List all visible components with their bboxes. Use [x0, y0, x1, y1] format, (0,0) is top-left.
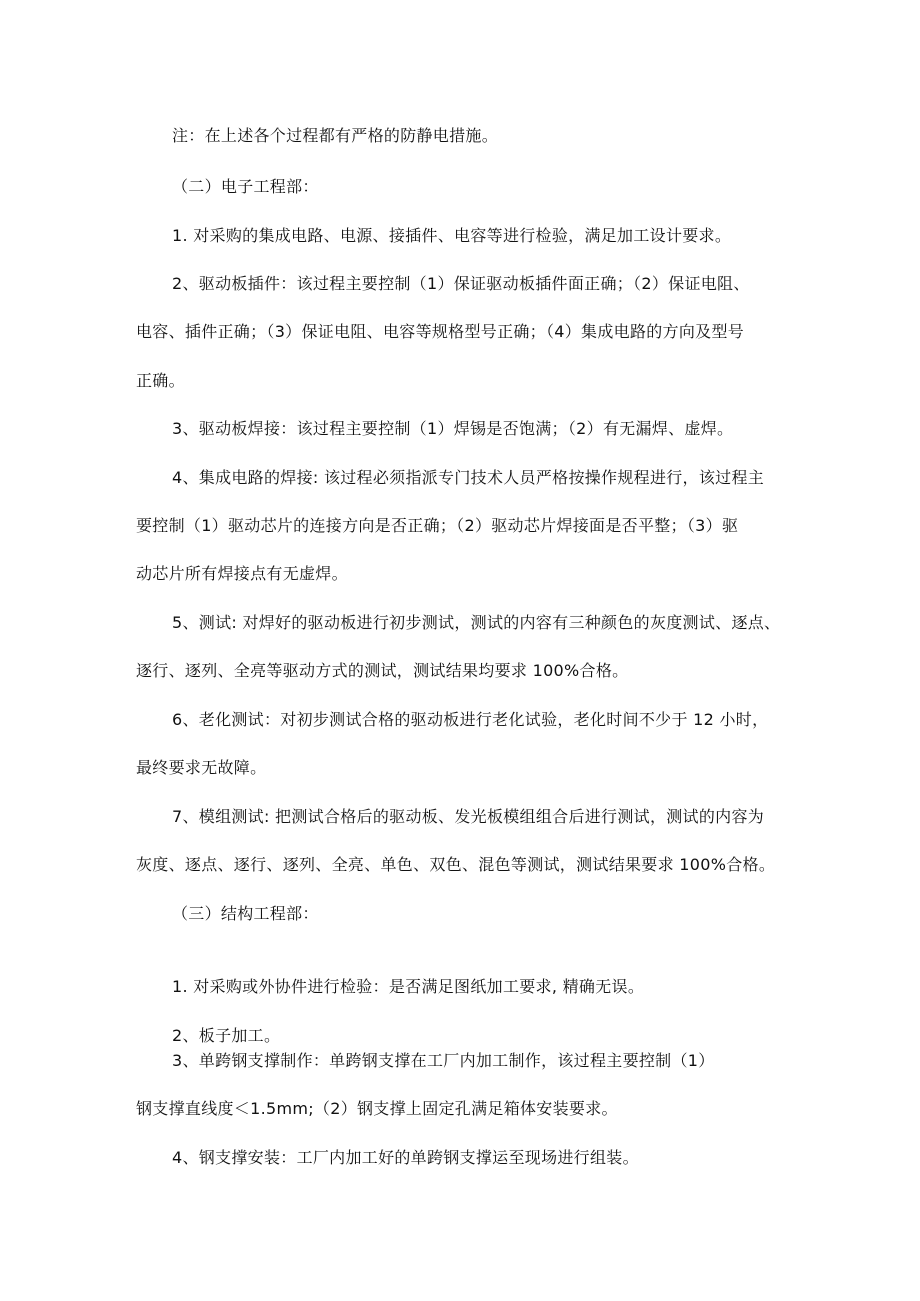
paragraph-line: 5、测试: 对焊好的驱动板进行初步测试，测试的内容有三种颜色的灰度测试、逐点、 [172, 613, 781, 632]
paragraph-line: 2、板子加工。 [172, 1026, 281, 1045]
section-heading-structure: （三）结构工程部： [172, 904, 319, 923]
note-line: 注：在上述各个过程都有严格的防静电措施。 [172, 126, 499, 145]
paragraph-line: 4、钢支撑安装：工厂内加工好的单跨钢支撑运至现场进行组装。 [172, 1148, 639, 1167]
paragraph-line: 2、驱动板插件：该过程主要控制（1）保证驱动板插件面正确；（2）保证电阻、 [172, 274, 750, 293]
paragraph-line: 电容、插件正确；（3）保证电阻、电容等规格型号正确；（4）集成电路的方向及型号 [136, 322, 745, 341]
paragraph-line: 3、单跨钢支撑制作：单跨钢支撑在工厂内加工制作，该过程主要控制（1） [172, 1051, 715, 1070]
paragraph-line: 正确。 [136, 371, 185, 390]
paragraph-line: 4、集成电路的焊接: 该过程必须指派专门技术人员严格按操作规程进行，该过程主 [172, 468, 765, 487]
paragraph-line: 7、模组测试: 把测试合格后的驱动板、发光板模组组合后进行测试，测试的内容为 [172, 807, 765, 826]
paragraph-line: 钢支撑直线度＜1.5mm;（2）钢支撑上固定孔满足箱体安装要求。 [136, 1099, 618, 1118]
paragraph-line: 1. 对采购的集成电路、电源、接插件、电容等进行检验，满足加工设计要求。 [172, 226, 732, 245]
paragraph-line: 要控制（1）驱动芯片的连接方向是否正确；（2）驱动芯片焊接面是否平整；（3）驱 [136, 516, 739, 535]
section-heading-electronics: （二）电子工程部： [172, 177, 319, 196]
paragraph-line: 灰度、逐点、逐行、逐列、全亮、单色、双色、混色等测试，测试结果要求 100%合格。 [136, 855, 776, 874]
paragraph-line: 6、老化测试：对初步测试合格的驱动板进行老化试验，老化时间不少于 12 小时， [172, 710, 769, 729]
paragraph-line: 动芯片所有焊接点有无虚焊。 [136, 564, 348, 583]
paragraph-line: 逐行、逐列、全亮等驱动方式的测试，测试结果均要求 100%合格。 [136, 661, 629, 680]
paragraph-line: 最终要求无故障。 [136, 758, 267, 777]
paragraph-line: 1. 对采购或外协件进行检验：是否满足图纸加工要求, 精确无误。 [172, 977, 645, 996]
paragraph-line: 3、驱动板焊接：该过程主要控制（1）焊锡是否饱满；（2）有无漏焊、虚焊。 [172, 419, 734, 438]
